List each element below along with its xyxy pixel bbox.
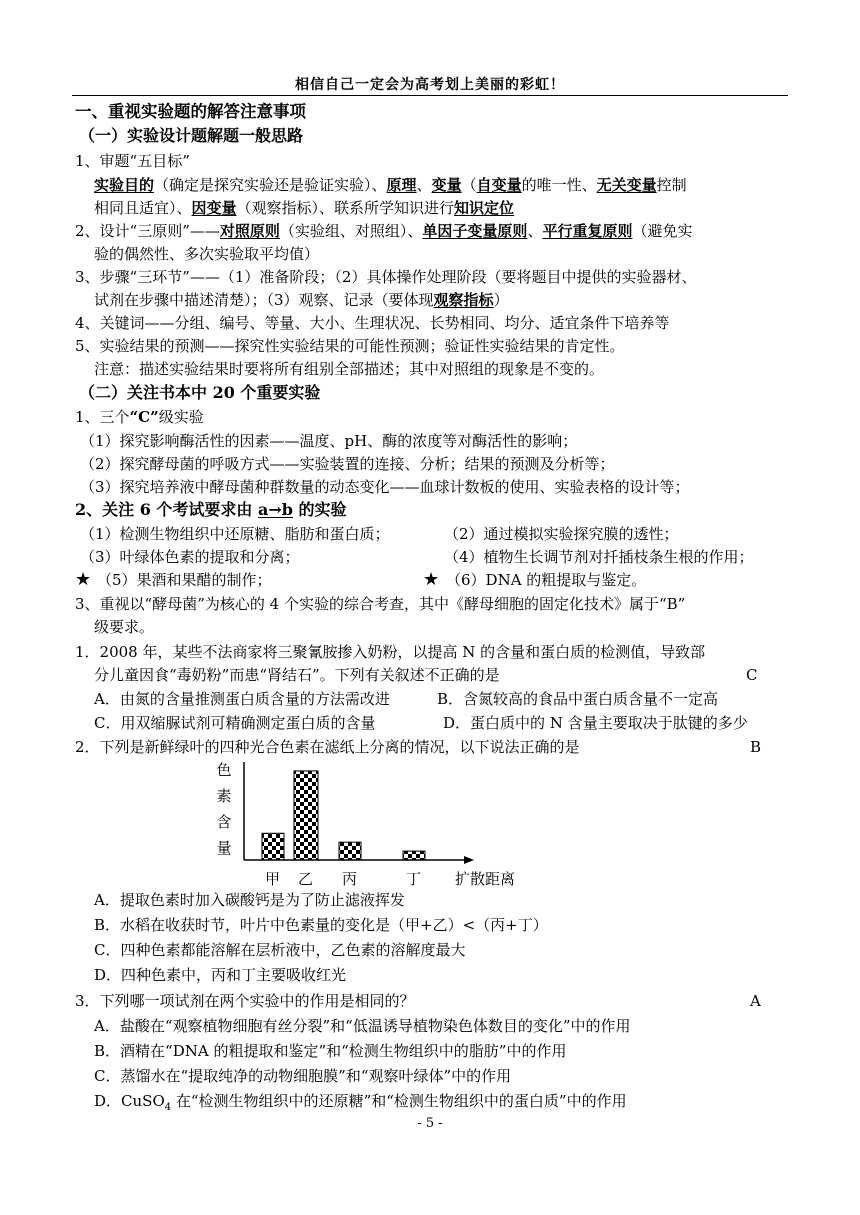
q3-option-c: C．蒸馏水在“提取纯净的动物细胞膜”和“观察叶绿体”中的作用 [94,1067,512,1085]
q1-answer: C [746,666,758,684]
category-label: 丁 [406,870,422,888]
term-principle: 原理 [386,176,417,194]
term-control-principle: 对照原则 [219,222,280,240]
ab-item-3: （3）叶绿体色素的提取和分离； [80,548,300,566]
term-independent-variable: 自变量 [476,176,522,194]
c-item-2: （2）探究酵母菌的呼吸方式——实验装置的连接、分析；结果的预测及分析等； [80,455,615,473]
page-header: 相信自己一定会为高考划上美丽的彩虹！ [295,77,565,93]
text: 在“检测生物组织中的还原糖”和“检测生物组织中的蛋白质”中的作用 [171,1092,627,1110]
item3-line2 [94,289,509,311]
item1-label: 1、审题“五目标” [75,152,190,170]
ab-item-6: （6）DNA 的粗提取与鉴定。 [446,571,647,589]
star-icon: ★ [423,569,440,590]
c-item-3: （3）探究培养液中酵母菌种群数量的动态变化——血球计数板的使用、实验表格的设计等； [80,478,690,496]
text: 的实验 [298,500,347,519]
text: a→b [258,500,293,519]
subsection-title-2: （二）关注书本中 20 个重要实验 [79,383,321,402]
bar-甲 [262,833,284,860]
text: 相同且适宜）、 [94,199,192,217]
term-dependent-variable: 因变量 [191,199,237,217]
ab-item-5: （5）果酒和果醋的制作； [97,571,272,589]
section-title: 一、重视实验题的解答注意事项 [75,102,306,121]
pigment-chart [200,758,540,890]
header-rule [72,95,788,96]
item4: 4、关键词——分组、编号、等量、大小、生理状况、长势相同、均分、适宜条件下培养等 [75,314,670,332]
ab-item-4: （4）植物生长调节剂对扦插枝条生根的作用； [444,548,754,566]
q3-option-d [94,1090,627,1119]
text: ） [493,291,509,309]
x-axis-label: 扩散距离 [455,870,516,888]
term-repeat-principle: 平行重复原则 [542,222,633,240]
star-icon: ★ [75,569,92,590]
text: （避免实 [632,222,693,240]
bar-丁 [403,851,425,860]
text: 、 [416,176,432,194]
q2-stem: 2．下列是新鲜绿叶的四种光合色素在滤纸上分离的情况，以下说法正确的是 [75,738,580,756]
q2-option-a: A．提取色素时加入碳酸钙是为了防止滤液挥发 [94,891,405,909]
y-axis-label-char: 含 [216,813,232,831]
q1-option-b: B．含氮较高的食品中蛋白质含量不一定高 [437,690,719,708]
text: 1、三个 [75,408,130,426]
text: （确定是探究实验还是验证实验）、 [154,176,387,194]
text: 、 [527,222,543,240]
bar-乙 [294,771,318,860]
q2-option-d: D．四种色素中，丙和丁主要吸收红光 [94,966,347,984]
c-level-label [75,406,204,428]
item5: 5、实验结果的预测——探究性实验结果的可能性预测；验证性实验结果的肯定性。 [75,337,625,355]
subscript: 4 [164,1102,172,1113]
note: 注意：描述实验结果时要将所有组别全部描述；其中对照组的现象是不变的。 [94,360,605,378]
item1-line1 [94,174,687,196]
text: 的唯一性、 [521,176,597,194]
c-item-1: （1）探究影响酶活性的因素——温度、pH、酶的浓度等对酶活性的影响； [80,432,578,450]
text: （ [461,176,477,194]
text: （实验组、对照组）、 [279,222,423,240]
q1-stem-line2: 分儿童因食“毒奶粉”而患“肾结石”。下列有关叙述不正确的是 [94,666,500,684]
q3-option-b: B．酒精在“DNA 的粗提取和鉴定”和“检测生物组织中的脂肪”中的作用 [94,1042,567,1060]
ab-item-2: （2）通过模拟实验探究膜的透性； [444,525,679,543]
q3-stem: 3．下列哪一项试剂在两个实验中的作用是相同的？ [75,992,415,1010]
item2-line2: 验的偶然性、多次实验取平均值） [94,245,320,263]
y-axis-label-char: 量 [216,839,232,857]
q2-option-b: B．水稻在收获时节，叶片中色素量的变化是（甲+乙）<（丙+丁） [94,916,548,934]
category-label: 乙 [298,870,314,888]
term-single-factor-principle: 单因子变量原则 [422,222,528,240]
text: 试剂在步骤中描述清楚）；（3）观察、记录（要体现 [94,291,434,309]
text: 2、设计“三原则”—— [75,222,220,240]
term-irrelevant-variable: 无关变量 [596,176,657,194]
text: 控制 [656,176,687,194]
x-axis-arrow [464,856,474,864]
q1-option-c: C．用双缩脲试剂可精确测定蛋白质的含量 [94,714,376,732]
q1-option-d: D．蛋白质中的 N 含量主要取决于肽键的多少 [443,714,748,732]
q3-answer: A [750,992,761,1010]
subsection-title-1: （一）实验设计题解题一般思路 [79,126,304,145]
text: “C” [129,408,159,426]
q2-option-c: C．四种色素都能溶解在层析液中，乙色素的溶解度最大 [94,941,466,959]
q3-option-a: A．盐酸在“观察植物细胞有丝分裂”和“低温诱导植物染色体数目的变化”中的作用 [94,1017,631,1035]
q1-stem-line1: 1．2008 年，某些不法商家将三聚氰胺掺入奶粉，以提高 N 的含量和蛋白质的检测值，导致部 [75,643,706,661]
bar-丙 [339,842,361,860]
item3-line1: 3、步骤“三环节”——（1）准备阶段；（2）具体操作处理阶段（要将题目中提供的实验器材、 [75,268,697,286]
item2-line1 [75,220,692,242]
term-variable: 变量 [431,176,462,194]
category-label: 丙 [342,870,358,888]
text: （观察指标）、联系所学知识进行 [236,199,455,217]
ab-level-label [75,499,347,521]
page-number: - 5 - [417,1116,443,1131]
q1-option-a: A．由氮的含量推测蛋白质含量的方法需改进 [94,690,390,708]
item1-line2 [94,197,514,219]
category-label: 甲 [265,870,281,888]
ab-item-1: （1）检测生物组织中还原糖、脂肪和蛋白质； [80,525,390,543]
yeast-line2: 级要求。 [94,618,155,636]
term-observation-index: 观察指标 [433,291,494,309]
text: 级实验 [158,408,204,426]
text: D．CuSO [94,1092,165,1110]
yeast-line1: 3、重视以“酵母菌”为核心的 4 个实验的综合考查，其中《酵母细胞的固定化技术》属于“B” [75,595,686,613]
y-axis-label-char: 素 [216,787,232,805]
text: 2、关注 6 个考试要求由 [75,500,253,519]
term-knowledge-positioning: 知识定位 [454,199,515,217]
q2-answer: B [750,738,762,756]
term-purpose: 实验目的 [94,176,155,194]
y-axis-label-char: 色 [216,761,232,779]
